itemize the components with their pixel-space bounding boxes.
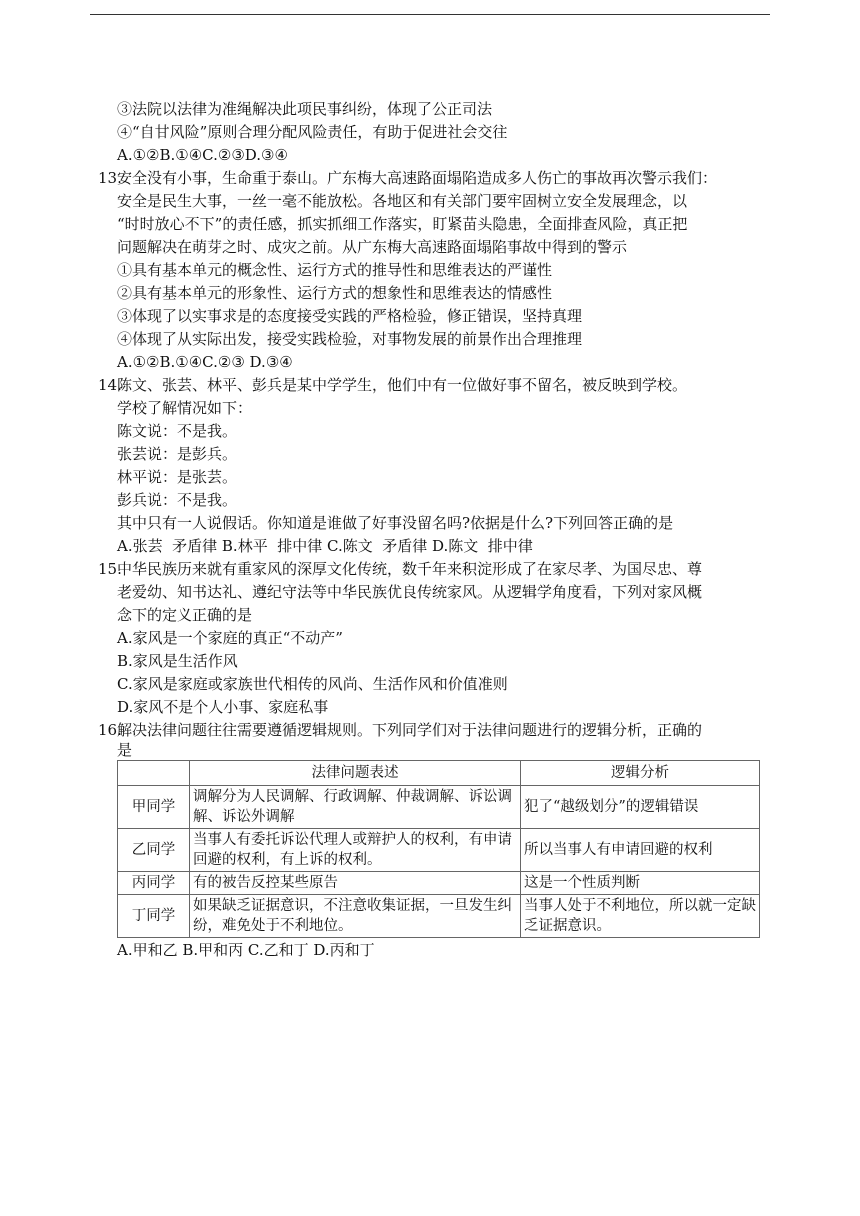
table-header-row — [118, 761, 760, 786]
q13-stem-3: “时时放心不下”的责任感，抓实抓细工作落实，盯紧苗头隐患，全面排查风险，真正把 — [117, 215, 688, 233]
table-row — [118, 895, 760, 938]
q14-answers: A.张芸 矛盾律 B.林平 排中律 C.陈文 矛盾律 D.陈文 排中律 — [117, 537, 533, 555]
q14-stem-1: 陈文、张芸、林平、彭兵是某中学学生，他们中有一位做好事不留名，被反映到学校。 — [117, 376, 688, 394]
logic-table — [117, 760, 760, 938]
table-header-blank — [118, 761, 190, 786]
q16-answers: A.甲和乙 B.甲和丙 C.乙和丁 D.丙和丁 — [117, 941, 375, 959]
table-cell-analysis: 犯了“越级划分”的逻辑错误 — [521, 786, 760, 829]
q13-stem-1: 安全没有小事，生命重于泰山。广东梅大高速路面塌陷造成多人伤亡的事故再次警示我们： — [117, 169, 718, 187]
table-cell-analysis: 这是一个性质判断 — [521, 872, 760, 895]
table-row — [118, 829, 760, 872]
q14-statement-zhangyun: 张芸说：是彭兵。 — [117, 445, 238, 463]
q14-statement-pengbing: 彭兵说：不是我。 — [117, 491, 238, 509]
q13-stem-2: 安全是民生大事，一丝一毫不能放松。各地区和有关部门要牢固树立安全发展理念，以 — [117, 192, 688, 210]
table-cell-student: 甲同学 — [118, 786, 190, 829]
table-cell-statement: 如果缺乏证据意识，不注意收集证据，一旦发生纠纷，难免处于不利地位。 — [190, 895, 521, 938]
q15-option-d: D.家风不是个人小事、家庭私事 — [117, 698, 329, 716]
q15-stem-2: 老爱幼、知书达礼、遵纪守法等中华民族优良传统家风。从逻辑学角度看，下列对家风概 — [117, 583, 703, 601]
q15-option-a: A.家风是一个家庭的真正“不动产” — [117, 629, 343, 647]
q14-statement-chenwen: 陈文说：不是我。 — [117, 422, 238, 440]
q14-stem-question: 其中只有一人说假话。你知道是谁做了好事没留名吗?依据是什么?下列回答正确的是 — [117, 514, 674, 532]
table-header-statement: 法律问题表述 — [190, 761, 521, 786]
q13-number: 13. — [98, 169, 122, 187]
q13-option-1: ①具有基本单元的概念性、运行方式的推导性和思维表达的严谨性 — [117, 261, 553, 279]
table-cell-statement: 有的被告反控某些原告 — [190, 872, 521, 895]
table-header-analysis: 逻辑分析 — [521, 761, 760, 786]
table-cell-statement: 当事人有委托诉讼代理人或辩护人的权利，有申请回避的权利，有上诉的权利。 — [190, 829, 521, 872]
q16-stem-2: 是 — [117, 741, 133, 759]
q15-option-b: B.家风是生活作风 — [117, 652, 238, 670]
q14-number: 14. — [98, 376, 122, 394]
q16-number: 16. — [98, 721, 122, 739]
q14-statement-linping: 林平说：是张芸。 — [117, 468, 238, 486]
table-cell-statement: 调解分为人民调解、行政调解、仲裁调解、诉讼调解、诉讼外调解 — [190, 786, 521, 829]
q12-option-3: ③法院以法律为准绳解决此项民事纠纷，体现了公正司法 — [117, 100, 493, 118]
exam-content — [98, 98, 788, 962]
q12-answers: A.①②B.①④C.②③D.③④ — [117, 146, 288, 164]
table-cell-student: 丙同学 — [118, 872, 190, 895]
q16-stem-1: 解决法律问题往往需要遵循逻辑规则。下列同学们对于法律问题进行的逻辑分析，正确的 — [117, 721, 703, 739]
table-cell-analysis: 所以当事人有申请回避的权利 — [521, 829, 760, 872]
q15-number: 15. — [98, 560, 122, 578]
q15-option-c: C.家风是家庭或家族世代相传的风尚、生活作风和价值准则 — [117, 675, 508, 693]
q13-stem-4: 问题解决在萌芽之时、成灾之前。从广东梅大高速路面塌陷事故中得到的警示 — [117, 238, 628, 256]
header-rule — [90, 14, 770, 15]
q13-option-2: ②具有基本单元的形象性、运行方式的想象性和思维表达的情感性 — [117, 284, 553, 302]
table-row — [118, 872, 760, 895]
q15-stem-3: 念下的定义正确的是 — [117, 606, 253, 624]
q15-stem-line — [98, 558, 788, 581]
table-row — [118, 786, 760, 829]
q13-answers: A.①②B.①④C.②③ D.③④ — [117, 353, 293, 371]
q14-stem-2: 学校了解情况如下： — [117, 399, 253, 417]
q14-stem-line — [98, 374, 788, 397]
q12-option-4: ④“自甘风险”原则合理分配风险责任，有助于促进社会交往 — [117, 123, 508, 141]
q15-stem-1: 中华民族历来就有重家风的深厚文化传统，数千年来积淀形成了在家尽孝、为国尽忠、尊 — [117, 560, 703, 578]
q13-option-4: ④体现了从实际出发，接受实践检验，对事物发展的前景作出合理推理 — [117, 330, 583, 348]
table-cell-student: 乙同学 — [118, 829, 190, 872]
q13-option-3: ③体现了以实事求是的态度接受实践的严格检验，修正错误，坚持真理 — [117, 307, 583, 325]
q16-stem-line — [98, 719, 788, 742]
q13-stem-line — [98, 167, 788, 190]
table-cell-student: 丁同学 — [118, 895, 190, 938]
table-cell-analysis: 当事人处于不利地位，所以就一定缺乏证据意识。 — [521, 895, 760, 938]
